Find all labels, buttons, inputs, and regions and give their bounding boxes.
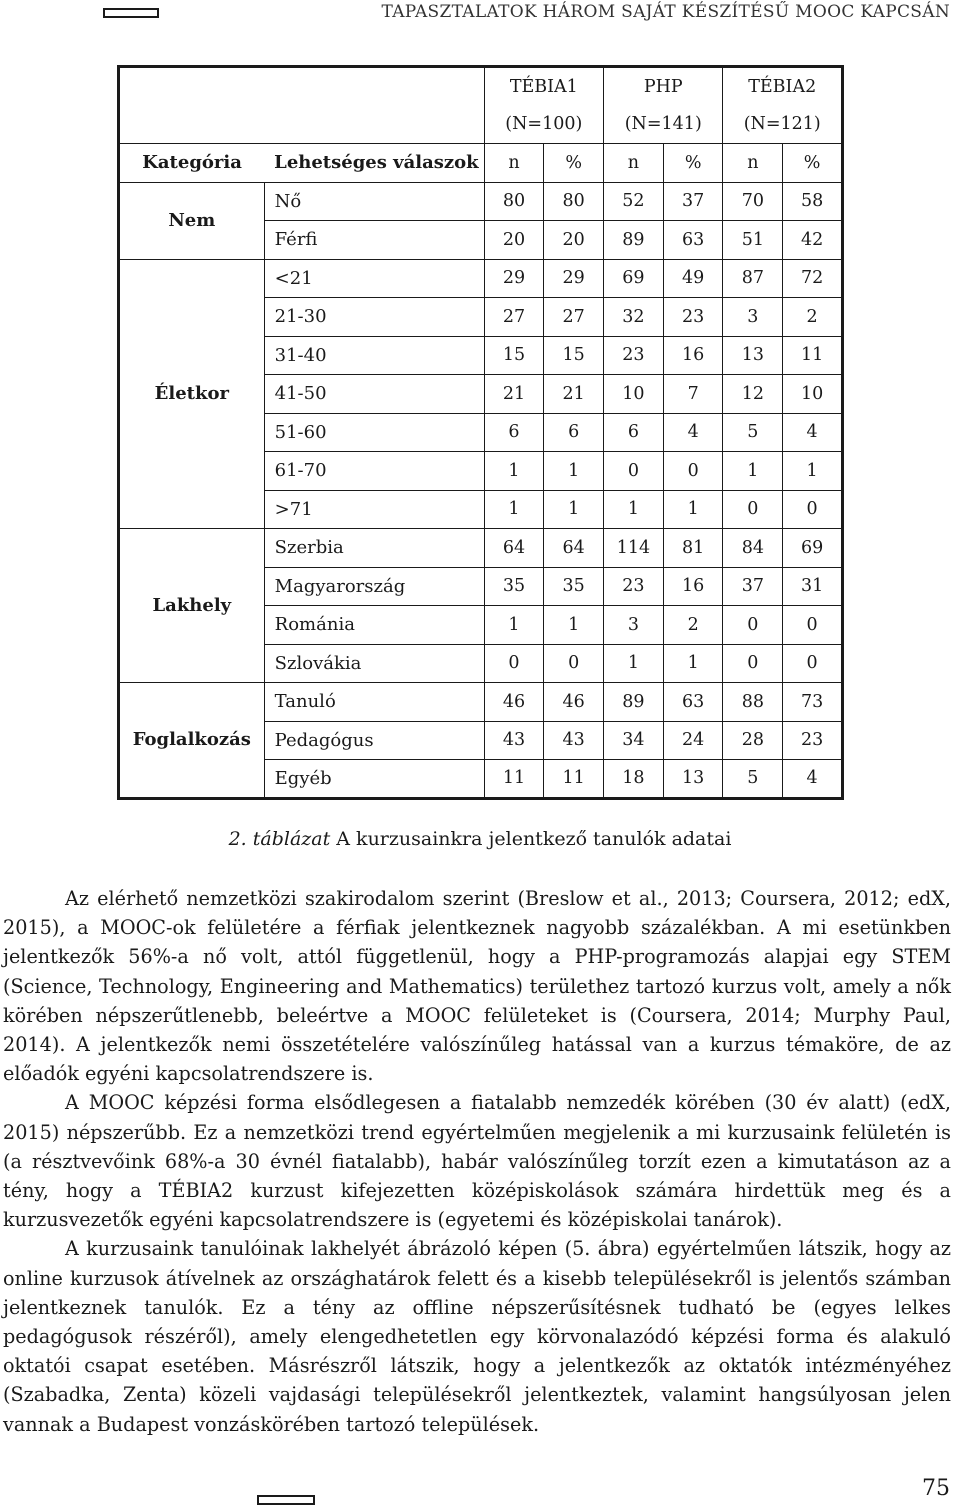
value-cell: 0 (544, 644, 604, 683)
answer-cell: 21-30 (264, 298, 484, 337)
value-cell: 0 (604, 452, 664, 491)
value-cell: 69 (783, 529, 843, 568)
value-cell: 12 (723, 375, 783, 414)
blank-cell (119, 105, 265, 144)
answer-cell: 31-40 (264, 336, 484, 375)
value-cell: 5 (723, 413, 783, 452)
value-cell: 31 (783, 567, 843, 606)
blank-cell (264, 67, 484, 106)
value-cell: 1 (484, 490, 544, 529)
category-column-header: Kategória (119, 144, 265, 183)
value-cell: 35 (484, 567, 544, 606)
value-cell: 1 (783, 452, 843, 491)
value-cell: 3 (723, 298, 783, 337)
course-size: (N=121) (723, 105, 843, 144)
value-cell: 81 (663, 529, 723, 568)
answer-cell: 51-60 (264, 413, 484, 452)
paragraph: Az elérhető nemzetközi szakirodalom szerint (Breslow et al., 2013; Coursera, 2012; edX, 2015), a MOOC-ok felületére a férfiak jelentkeznek nagyobb százalékban. A mi esetünkben jelentkezők 56%-a nő volt, attól függetlenül, hogy a PHP-programozás alapjai egy STEM (Science, Technology, Engineering and Mathematics) területhez tartozó kurzus volt, amely a nők körében népszerűtlenebb, beleértve a MOOC felületeket is (Coursera, 2014; Murphy Paul, 2014). A jelentkezők nemi összetételére valószínűleg hatással van a kurzus témaköre, de az előadók egyéni kapcsolatrendszere is. (3, 887, 951, 1086)
answers-column-header: Lehetséges válaszok (264, 144, 484, 183)
answer-cell: Egyéb (264, 760, 484, 799)
value-cell: 114 (604, 529, 664, 568)
n-column-header: n (723, 144, 783, 183)
value-cell: 58 (783, 182, 843, 221)
value-cell: 28 (723, 721, 783, 760)
blank-cell (119, 67, 265, 106)
value-cell: 64 (544, 529, 604, 568)
table-row (119, 182, 843, 221)
n-column-header: n (484, 144, 544, 183)
value-cell: 46 (544, 683, 604, 722)
answer-cell: Nő (264, 182, 484, 221)
table-row (119, 529, 843, 568)
answer-cell: Magyarország (264, 567, 484, 606)
course-header: TÉBIA1 (484, 67, 603, 106)
value-cell: 23 (783, 721, 843, 760)
value-cell: 0 (663, 452, 723, 491)
table-row (119, 259, 843, 298)
value-cell: 0 (783, 644, 843, 683)
value-cell: 2 (783, 298, 843, 337)
category-cell: Nem (119, 182, 265, 259)
value-cell: 11 (544, 760, 604, 799)
value-cell: 1 (604, 490, 664, 529)
answer-cell: Szlovákia (264, 644, 484, 683)
value-cell: 6 (484, 413, 544, 452)
value-cell: 0 (783, 490, 843, 529)
value-cell: 4 (783, 760, 843, 799)
value-cell: 6 (604, 413, 664, 452)
value-cell: 64 (484, 529, 544, 568)
value-cell: 16 (663, 567, 723, 606)
value-cell: 37 (723, 567, 783, 606)
answer-cell: Férfi (264, 221, 484, 260)
value-cell: 73 (783, 683, 843, 722)
value-cell: 23 (604, 567, 664, 606)
value-cell: 0 (783, 606, 843, 645)
body-text (3, 884, 951, 1439)
course-size: (N=141) (604, 105, 723, 144)
value-cell: 27 (544, 298, 604, 337)
category-cell: Életkor (119, 259, 265, 529)
course-header: PHP (604, 67, 723, 106)
value-cell: 51 (723, 221, 783, 260)
value-cell: 89 (604, 221, 664, 260)
value-cell: 10 (604, 375, 664, 414)
value-cell: 1 (723, 452, 783, 491)
value-cell: 49 (663, 259, 723, 298)
value-cell: 87 (723, 259, 783, 298)
value-cell: 11 (783, 336, 843, 375)
course-name-row (119, 67, 843, 106)
pct-column-header: % (783, 144, 843, 183)
value-cell: 32 (604, 298, 664, 337)
table-row (119, 683, 843, 722)
value-cell: 1 (544, 606, 604, 645)
value-cell: 0 (484, 644, 544, 683)
value-cell: 72 (783, 259, 843, 298)
value-cell: 7 (663, 375, 723, 414)
answer-cell: Tanuló (264, 683, 484, 722)
value-cell: 5 (723, 760, 783, 799)
value-cell: 21 (544, 375, 604, 414)
value-cell: 27 (484, 298, 544, 337)
value-cell: 13 (663, 760, 723, 799)
survey-table (117, 65, 844, 800)
value-cell: 1 (484, 606, 544, 645)
value-cell: 4 (783, 413, 843, 452)
value-cell: 1 (663, 644, 723, 683)
value-cell: 37 (663, 182, 723, 221)
caption-text: A kurzusainkra jelentkező tanulók adatai (330, 828, 732, 850)
footer-rule-decoration (257, 1495, 315, 1505)
paragraph: A MOOC képzési forma elsődlegesen a fiatalabb nemzedék körében (30 év alatt) (edX, 2015) népszerűbb. Ez a nemzetközi trend egyértelműen megjelenik a mi kurzusaink felületén is (a résztvevőink 68%-a 30 évnél fiatalabb), habár valószínűleg torzít ezen a kimutatáson az a tény, hogy a TÉBIA2 kurzust kifejezetten középiskolások számára hirdettük meg és a kurzusvezetők egyéni kapcsolatrendszere is (egyetemi és középiskolai tanárok). (3, 1091, 951, 1232)
value-cell: 2 (663, 606, 723, 645)
caption-label: 2. táblázat (228, 828, 331, 850)
value-cell: 43 (544, 721, 604, 760)
n-column-header: n (604, 144, 664, 183)
value-cell: 1 (484, 452, 544, 491)
answer-cell: >71 (264, 490, 484, 529)
value-cell: 0 (723, 490, 783, 529)
value-cell: 21 (484, 375, 544, 414)
value-cell: 43 (484, 721, 544, 760)
value-cell: 23 (604, 336, 664, 375)
value-cell: 80 (484, 182, 544, 221)
value-cell: 34 (604, 721, 664, 760)
answer-cell: Románia (264, 606, 484, 645)
value-cell: 0 (723, 644, 783, 683)
header-rule-decoration (103, 8, 159, 18)
value-cell: 52 (604, 182, 664, 221)
value-cell: 46 (484, 683, 544, 722)
category-cell: Foglalkozás (119, 683, 265, 799)
value-cell: 18 (604, 760, 664, 799)
value-cell: 3 (604, 606, 664, 645)
value-cell: 29 (544, 259, 604, 298)
value-cell: 63 (663, 221, 723, 260)
value-cell: 89 (604, 683, 664, 722)
value-cell: 42 (783, 221, 843, 260)
value-cell: 70 (723, 182, 783, 221)
value-cell: 29 (484, 259, 544, 298)
blank-cell (264, 105, 484, 144)
paragraph: A kurzusaink tanulóinak lakhelyét ábrázoló képen (5. ábra) egyértelműen látszik, hogy az online kurzusok átívelnek az országhatárok felett és a kisebb településekről is jelentős számban jelentkeznek tanulók. Ez a tény az offline népszerűsítésnek tudható be (egyes lelkes pedagógusok részéről), amely elengedhetetlen egy körvonalazódó képzési forma és alakuló oktatói csapat esetében. Másrészről látszik, hogy a jelentkezők az oktatók intézményéhez (Szabadka, Zenta) közeli vajdasági településekről jelentkeztek, valamint hangsúlyosan jelen vannak a Budapest vonzáskörében tartozó települések. (3, 1237, 951, 1436)
value-cell: 88 (723, 683, 783, 722)
value-cell: 63 (663, 683, 723, 722)
value-cell: 10 (783, 375, 843, 414)
answer-cell: 61-70 (264, 452, 484, 491)
value-cell: 11 (484, 760, 544, 799)
value-cell: 35 (544, 567, 604, 606)
course-size: (N=100) (484, 105, 603, 144)
value-cell: 20 (544, 221, 604, 260)
value-cell: 16 (663, 336, 723, 375)
value-cell: 1 (663, 490, 723, 529)
value-cell: 15 (544, 336, 604, 375)
value-cell: 1 (544, 490, 604, 529)
value-cell: 1 (604, 644, 664, 683)
value-cell: 24 (663, 721, 723, 760)
value-cell: 69 (604, 259, 664, 298)
value-cell: 13 (723, 336, 783, 375)
value-cell: 20 (484, 221, 544, 260)
column-header-row (119, 144, 843, 183)
value-cell: 15 (484, 336, 544, 375)
answer-cell: Szerbia (264, 529, 484, 568)
course-size-row (119, 105, 843, 144)
page-number: 75 (922, 1476, 950, 1501)
value-cell: 23 (663, 298, 723, 337)
category-cell: Lakhely (119, 529, 265, 683)
table-caption (0, 828, 960, 850)
value-cell: 4 (663, 413, 723, 452)
running-header: TAPASZTALATOK HÁROM SAJÁT KÉSZÍTÉSŰ MOOC KAPCSÁN (381, 2, 950, 22)
answer-cell: Pedagógus (264, 721, 484, 760)
value-cell: 80 (544, 182, 604, 221)
value-cell: 1 (544, 452, 604, 491)
value-cell: 84 (723, 529, 783, 568)
pct-column-header: % (663, 144, 723, 183)
value-cell: 0 (723, 606, 783, 645)
course-header: TÉBIA2 (723, 67, 843, 106)
answer-cell: <21 (264, 259, 484, 298)
pct-column-header: % (544, 144, 604, 183)
value-cell: 6 (544, 413, 604, 452)
answer-cell: 41-50 (264, 375, 484, 414)
